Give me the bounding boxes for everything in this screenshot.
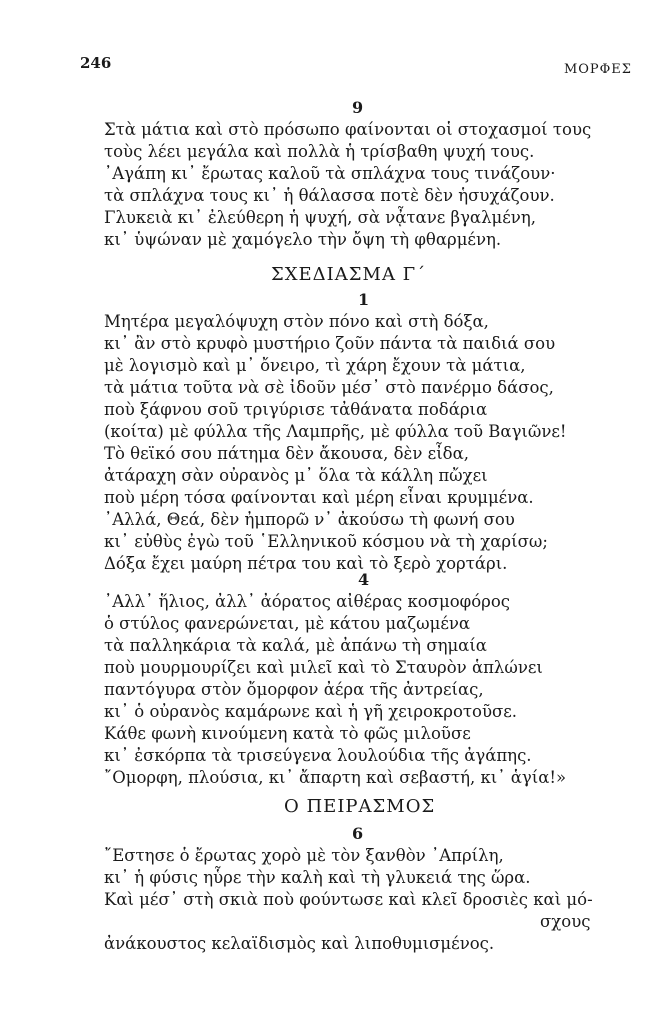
poem-line: τὰ σπλάχνα τους κι᾿ ἡ θάλασσα ποτὲ δὲν ἡσυχάζουν. <box>104 186 555 205</box>
section-number: 6 <box>352 824 364 843</box>
poem-line: ποὺ μέρη τόσα φαίνονται καὶ μέρη εἶναι κρυμμένα. <box>104 488 534 507</box>
poem-line: Στὰ μάτια καὶ στὸ πρόσωπο φαίνονται οἱ στοχασμοί τους <box>104 120 592 139</box>
poem-line: κι᾿ ὁ οὐρανὸς καμάρωνε καὶ ἡ γῆ χειροκροτοῦσε. <box>104 702 518 721</box>
poem-line: Κάθε φωνὴ κινούμενη κατὰ τὸ φῶς μιλοῦσε <box>104 724 471 743</box>
poem-line: Μητέρα μεγαλόψυχη στὸν πόνο καὶ στὴ δόξα, <box>104 312 489 331</box>
poem-line: τοὺς λέει μεγάλα καὶ πολλὰ ἡ τρίσβαθη ψυχή τους. <box>104 142 535 161</box>
poem-line: ποὺ μουρμουρίζει καὶ μιλεῖ καὶ τὸ Σταυρὸν ἁπλώνει <box>104 658 543 677</box>
poem-line: κι᾿ ἐσκόρπα τὰ τρισεύγενα λουλούδια τῆς ἀγάπης. <box>104 746 532 765</box>
poem-line: Καὶ μέσ᾿ στὴ σκιὰ ποὺ φούντωσε καὶ κλεῖ δροσιὲς καὶ μό- <box>104 890 593 909</box>
poem-line: ποὺ ξάφνου σοῦ τριγύρισε τἀθάνατα ποδάρια <box>104 400 488 419</box>
poem-line: σχους <box>540 912 591 931</box>
poem-line: ῎Ομορφη, πλούσια, κι᾿ ἄπαρτη καὶ σεβαστή, κι᾿ ἁγία!» <box>104 768 567 787</box>
poem-line: παντόγυρα στὸν ὄμορφον ἀέρα τῆς ἀντρείας, <box>104 680 484 699</box>
poem-line: Τὸ θεϊκό σου πάτημα δὲν ἄκουσα, δὲν εἶδα, <box>104 444 469 463</box>
running-title: ΜΟΡΦΕΣ <box>563 62 632 77</box>
poem-line: Γλυκειὰ κι᾿ ἐλεύθερη ἡ ψυχή, σὰ νᾆτανε βγαλμένη, <box>104 208 536 227</box>
poem-line: ᾿Αλλ᾿ ἥλιος, ἀλλ᾿ ἀόρατος αἰθέρας κοσμοφόρος <box>104 592 511 611</box>
section-number: 1 <box>358 290 370 309</box>
section-number: 9 <box>352 98 364 117</box>
poem-line: ἀνάκουστος κελαϊδισμὸς καὶ λιποθυμισμένος. <box>104 934 495 953</box>
poem-line: ᾿Αλλά, Θεά, δὲν ἠμπορῶ ν᾿ ἀκούσω τὴ φωνή σου <box>104 510 515 529</box>
poem-line: Δόξα ἔχει μαύρη πέτρα του καὶ τὸ ξερὸ χορτάρι. <box>104 554 508 573</box>
poem-line: (κοίτα) μὲ φύλλα τῆς Λαμπρῆς, μὲ φύλλα τοῦ Βαγιῶνε! <box>104 422 567 441</box>
poem-line: ἀτάραχη σὰν οὐρανὸς μ᾿ ὅλα τὰ κάλλη πὤχει <box>104 466 488 485</box>
poem-line: μὲ λογισμὸ καὶ μ᾿ ὄνειρο, τὶ χάρη ἔχουν τὰ μάτια, <box>104 356 526 375</box>
section-title: Ο ΠΕΙΡΑΣΜΟΣ <box>284 796 436 817</box>
poem-line: κι᾿ ἂν στὸ κρυφὸ μυστήριο ζοῦν πάντα τὰ παιδιά σου <box>104 334 556 353</box>
poem-line: ῎Εστησε ὁ ἔρωτας χορὸ μὲ τὸν ξανθὸν ᾿Απρίλη, <box>104 846 504 865</box>
page-number: 246 <box>80 54 112 72</box>
poem-line: κι᾿ ἡ φύσις ηὗρε τὴν καλὴ καὶ τὴ γλυκειά της ὥρα. <box>104 868 531 887</box>
section-title: ΣΧΕΔΙΑΣΜΑ Γ΄ <box>271 264 427 285</box>
section-number: 4 <box>358 570 370 589</box>
poem-line: ᾿Αγάπη κι᾿ ἔρωτας καλοῦ τὰ σπλάχνα τους τινάζουν· <box>104 164 556 183</box>
poem-line: τὰ παλληκάρια τὰ καλά, μὲ ἀπάνω τὴ σημαία <box>104 636 487 655</box>
poem-line: κι᾿ ὑψώναν μὲ χαμόγελο τὴν ὄψη τὴ φθαρμένη. <box>104 230 502 249</box>
poem-line: ὁ στύλος φανερώνεται, μὲ κάτου μαζωμένα <box>104 614 471 633</box>
poem-line: τὰ μάτια τοῦτα νὰ σὲ ἰδοῦν μέσ᾿ στὸ πανέρμο δάσος, <box>104 378 554 397</box>
poem-line: κι᾿ εὐθὺς ἐγὼ τοῦ ῾Ελληνικοῦ κόσμου νὰ τὴ χαρίσω; <box>104 532 548 551</box>
